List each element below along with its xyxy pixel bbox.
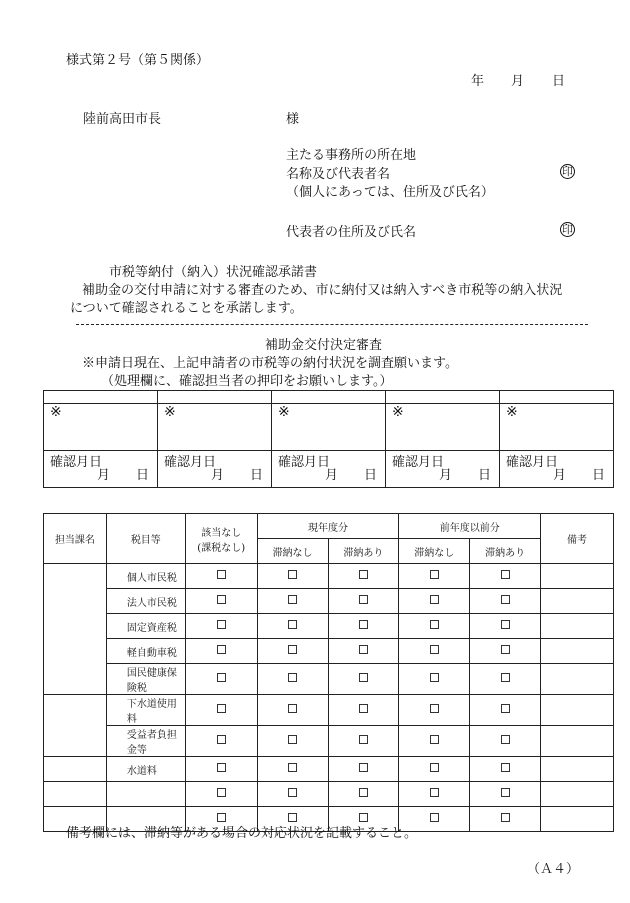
- tax-item: [106, 782, 185, 807]
- table-row: [44, 695, 614, 726]
- form-number: 様式第２号（第５関係）: [66, 53, 210, 68]
- remarks-cell[interactable]: [541, 782, 614, 807]
- check-cell[interactable]: [399, 639, 470, 664]
- check-cell[interactable]: [328, 782, 399, 807]
- checkbox[interactable]: [430, 620, 439, 629]
- check-cell[interactable]: [257, 664, 328, 695]
- tax-item: 受益者負担金等: [106, 726, 185, 757]
- checkbox[interactable]: [359, 595, 368, 604]
- remarks-cell[interactable]: [541, 757, 614, 782]
- confirm-date-cell[interactable]: [158, 451, 272, 488]
- checkbox[interactable]: [217, 645, 226, 654]
- confirm-top-cell: [272, 391, 386, 404]
- checkbox[interactable]: [217, 620, 226, 629]
- confirm-date-cell[interactable]: [386, 451, 500, 488]
- dept-cell: [44, 564, 107, 695]
- table-row: [44, 664, 614, 695]
- confirm-date-cell[interactable]: [500, 451, 614, 488]
- confirm-date-cell[interactable]: [272, 451, 386, 488]
- date-month: 月: [511, 74, 525, 89]
- header-current-arrears: 滞納あり: [328, 539, 399, 564]
- confirm-mark[interactable]: ※: [272, 404, 386, 451]
- checkbox[interactable]: [359, 788, 368, 797]
- header-none: [185, 514, 257, 564]
- checkbox[interactable]: [501, 595, 510, 604]
- address-label: 主たる事務所の所在地: [286, 148, 417, 163]
- tax-item: 固定資産税: [106, 614, 185, 639]
- date-day: 日: [552, 74, 566, 89]
- checkbox[interactable]: [359, 570, 368, 579]
- header-previous-no-arrears: 滞納なし: [399, 539, 470, 564]
- review-line2: （処理欄に、確認担当者の押印をお願いします。）: [101, 374, 393, 389]
- checkbox[interactable]: [217, 763, 226, 772]
- table-row: [44, 782, 614, 807]
- review-title: 補助金交付決定審査: [265, 338, 383, 353]
- check-cell[interactable]: [185, 664, 257, 695]
- check-cell[interactable]: [399, 589, 470, 614]
- table-row: [44, 757, 614, 782]
- checkbox[interactable]: [288, 620, 297, 629]
- confirm-month: 月: [96, 468, 110, 483]
- paper-size: （Ａ４）: [527, 862, 580, 877]
- check-cell[interactable]: [185, 695, 257, 726]
- check-cell[interactable]: [185, 564, 257, 589]
- check-cell[interactable]: [399, 664, 470, 695]
- checkbox[interactable]: [430, 704, 439, 713]
- checkbox[interactable]: [359, 763, 368, 772]
- check-cell[interactable]: [257, 757, 328, 782]
- confirm-day: 日: [363, 468, 377, 483]
- checkbox[interactable]: [217, 570, 226, 579]
- confirm-date-label: 確認月日: [50, 455, 103, 470]
- check-cell[interactable]: [257, 695, 328, 726]
- consent-body-line2: について確認されることを承諾します。: [70, 301, 303, 316]
- checkbox[interactable]: [217, 673, 226, 682]
- tax-item: 軽自動車税: [106, 639, 185, 664]
- confirm-month: 月: [324, 468, 338, 483]
- tax-item: 水道料: [106, 757, 185, 782]
- confirm-month: 月: [552, 468, 566, 483]
- seal-mark-2: 印: [562, 223, 573, 236]
- check-cell[interactable]: [399, 695, 470, 726]
- confirm-date-cell[interactable]: [44, 451, 158, 488]
- checkbox[interactable]: [288, 735, 297, 744]
- addressee-honorific: 様: [286, 112, 300, 127]
- checkbox[interactable]: [288, 788, 297, 797]
- checkbox[interactable]: [359, 704, 368, 713]
- confirm-mark[interactable]: ※: [386, 404, 500, 451]
- confirm-mark[interactable]: ※: [158, 404, 272, 451]
- checkbox[interactable]: [359, 735, 368, 744]
- checkbox[interactable]: [430, 788, 439, 797]
- remarks-cell[interactable]: [541, 726, 614, 757]
- confirm-top-cell: [158, 391, 272, 404]
- confirm-mark[interactable]: ※: [44, 404, 158, 451]
- check-cell[interactable]: [185, 589, 257, 614]
- confirm-top-cell: [500, 391, 614, 404]
- table-row: [44, 564, 614, 589]
- table-row: [44, 589, 614, 614]
- header-current-no-arrears: 滞納なし: [257, 539, 328, 564]
- header-dept: 担当課名: [44, 514, 107, 564]
- checkbox[interactable]: [430, 595, 439, 604]
- checkbox[interactable]: [501, 788, 510, 797]
- cut-line: [76, 324, 588, 325]
- checkbox[interactable]: [430, 570, 439, 579]
- checkbox[interactable]: [501, 620, 510, 629]
- tax-item: 法人市民税: [106, 589, 185, 614]
- checkbox[interactable]: [430, 763, 439, 772]
- check-cell[interactable]: [185, 757, 257, 782]
- check-cell[interactable]: [328, 664, 399, 695]
- check-cell[interactable]: [399, 614, 470, 639]
- confirm-date-label: 確認月日: [278, 455, 331, 470]
- checkbox[interactable]: [288, 704, 297, 713]
- checkbox[interactable]: [217, 704, 226, 713]
- check-cell[interactable]: [185, 782, 257, 807]
- checkbox[interactable]: [501, 570, 510, 579]
- remarks-cell[interactable]: [541, 639, 614, 664]
- remarks-cell[interactable]: [541, 589, 614, 614]
- confirmation-table: [43, 390, 614, 488]
- consent-title: 市税等納付（納入）状況確認承諾書: [109, 265, 318, 280]
- header-previous-arrears: 滞納あり: [470, 539, 541, 564]
- remarks-cell[interactable]: [541, 807, 614, 832]
- confirm-date-label: 確認月日: [506, 455, 559, 470]
- check-cell[interactable]: [185, 726, 257, 757]
- checkbox[interactable]: [217, 788, 226, 797]
- confirm-top-cell: [44, 391, 158, 404]
- check-cell[interactable]: [328, 726, 399, 757]
- check-cell[interactable]: [328, 564, 399, 589]
- remarks-cell[interactable]: [541, 564, 614, 589]
- checkbox[interactable]: [217, 813, 226, 822]
- check-cell[interactable]: [328, 757, 399, 782]
- check-cell[interactable]: [470, 807, 541, 832]
- check-cell[interactable]: [470, 589, 541, 614]
- check-cell[interactable]: [257, 564, 328, 589]
- name-label: 名称及び代表者名: [286, 167, 391, 182]
- tax-item: 個人市民税: [106, 564, 185, 589]
- check-cell[interactable]: [328, 614, 399, 639]
- checkbox[interactable]: [288, 595, 297, 604]
- checkbox[interactable]: [501, 673, 510, 682]
- confirm-month: 月: [210, 468, 224, 483]
- checkbox[interactable]: [430, 645, 439, 654]
- confirm-date-label: 確認月日: [392, 455, 445, 470]
- check-cell[interactable]: [470, 614, 541, 639]
- rep-label: 代表者の住所及び氏名: [286, 225, 417, 240]
- check-cell[interactable]: [399, 564, 470, 589]
- check-cell[interactable]: [470, 564, 541, 589]
- checkbox[interactable]: [430, 735, 439, 744]
- check-cell[interactable]: [257, 589, 328, 614]
- check-cell[interactable]: [470, 726, 541, 757]
- check-cell[interactable]: [257, 639, 328, 664]
- footer-note: 備考欄には、滞納等がある場合の対応状況を記載すること。: [66, 826, 418, 841]
- check-cell[interactable]: [470, 695, 541, 726]
- addressee-name: 陸前高田市長: [83, 112, 162, 127]
- tax-item: 下水道使用料: [106, 695, 185, 726]
- checkbox[interactable]: [501, 645, 510, 654]
- tax-status-table: [43, 513, 614, 832]
- consent-body-line1: 補助金の交付申請に対する審査のため、市に納付又は納入すべき市税等の納入状況: [82, 283, 563, 298]
- table-row: [44, 614, 614, 639]
- check-cell[interactable]: [470, 757, 541, 782]
- checkbox[interactable]: [288, 570, 297, 579]
- confirm-day: 日: [477, 468, 491, 483]
- date-year: 年: [471, 74, 485, 89]
- checkbox[interactable]: [430, 673, 439, 682]
- checkbox[interactable]: [359, 673, 368, 682]
- check-cell[interactable]: [257, 726, 328, 757]
- header-item: 税目等: [106, 514, 185, 564]
- seal-mark-1: 印: [562, 165, 573, 178]
- confirm-mark[interactable]: ※: [500, 404, 614, 451]
- confirm-day: 日: [591, 468, 605, 483]
- dept-cell: [44, 695, 107, 757]
- header-none-sub: (課税なし): [197, 542, 246, 554]
- checkbox[interactable]: [430, 813, 439, 822]
- dept-cell: [44, 757, 107, 782]
- check-cell[interactable]: [399, 782, 470, 807]
- checkbox[interactable]: [288, 645, 297, 654]
- check-cell[interactable]: [328, 639, 399, 664]
- check-cell[interactable]: [328, 589, 399, 614]
- confirm-top-cell: [386, 391, 500, 404]
- remarks-cell[interactable]: [541, 695, 614, 726]
- check-cell[interactable]: [185, 639, 257, 664]
- check-cell[interactable]: [399, 726, 470, 757]
- checkbox[interactable]: [288, 763, 297, 772]
- dept-cell: [44, 782, 107, 807]
- header-current: 現年度分: [257, 514, 399, 539]
- confirm-day: 日: [135, 468, 149, 483]
- individual-note: （個人にあっては、住所及び氏名）: [286, 185, 494, 200]
- check-cell[interactable]: [257, 614, 328, 639]
- checkbox[interactable]: [359, 645, 368, 654]
- checkbox[interactable]: [501, 813, 510, 822]
- checkbox[interactable]: [217, 595, 226, 604]
- check-cell[interactable]: [470, 664, 541, 695]
- check-cell[interactable]: [470, 782, 541, 807]
- check-cell[interactable]: [185, 614, 257, 639]
- tax-item: 国民健康保険税: [106, 664, 185, 695]
- checkbox[interactable]: [359, 620, 368, 629]
- check-cell[interactable]: [257, 782, 328, 807]
- table-row: [44, 726, 614, 757]
- review-line1: ※申請日現在、上記申請者の市税等の納付状況を調査願います。: [82, 356, 458, 371]
- check-cell[interactable]: [328, 695, 399, 726]
- confirm-day: 日: [249, 468, 263, 483]
- remarks-cell[interactable]: [541, 664, 614, 695]
- header-previous: 前年度以前分: [399, 514, 541, 539]
- check-cell[interactable]: [470, 639, 541, 664]
- remarks-cell[interactable]: [541, 614, 614, 639]
- check-cell[interactable]: [399, 757, 470, 782]
- checkbox[interactable]: [501, 704, 510, 713]
- confirm-date-label: 確認月日: [164, 455, 217, 470]
- header-remarks: 備考: [541, 514, 614, 564]
- checkbox[interactable]: [501, 735, 510, 744]
- checkbox[interactable]: [288, 673, 297, 682]
- checkbox[interactable]: [501, 763, 510, 772]
- confirm-month: 月: [438, 468, 452, 483]
- checkbox[interactable]: [288, 813, 297, 822]
- header-none-label: 該当なし: [201, 527, 242, 539]
- checkbox[interactable]: [217, 735, 226, 744]
- checkbox[interactable]: [359, 813, 368, 822]
- table-row: [44, 639, 614, 664]
